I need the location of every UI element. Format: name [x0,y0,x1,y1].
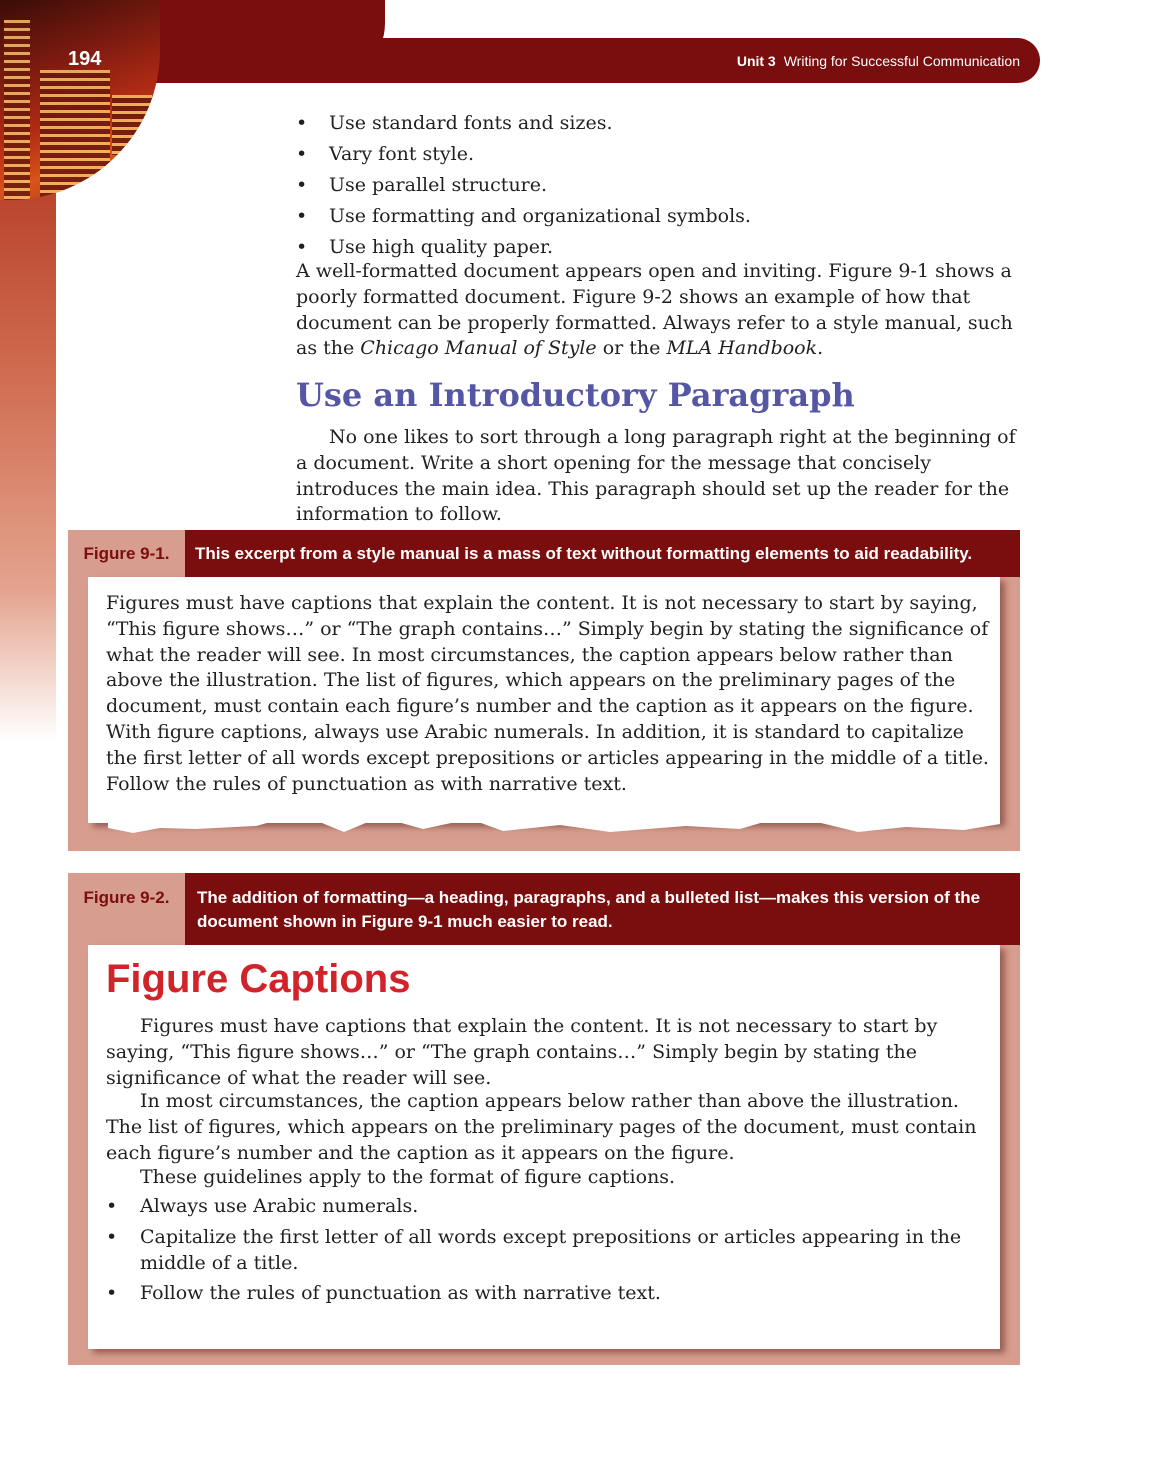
style-manual-title: Chicago Manual of Style [360,337,597,360]
paragraph-text: or the [596,337,667,360]
unit-title: Writing for Successful Communication [783,53,1020,69]
list-item: • Use standard fonts and sizes. [296,108,1016,139]
torn-edge [88,1303,1004,1365]
list-item: • Always use Arabic numerals. [106,1194,991,1220]
figure-body-text: Figures must have captions that explain the content. It is not necessary to start by saying, “This figure shows…” or “The graph contains…” Simply begin by stating the significance of what the reader will see. In most circumstances, the caption appears below rather than above the illustration. The list of figures, which appears on the preliminary pages of the document, must contain each figure’s number and the caption as it appears on the figure. With figure captions, always use Arabic numerals. In addition, it is standard to capitalize the first letter of all words except prepositions or articles appearing in the middle of a title. Follow the rules of punctuation as with narrative text. [106,592,989,795]
figure-paragraph: Figures must have captions that explain the content. It is not necessary to start by saying, “This figure shows…” or “The graph contains…” Simply begin by stating the significance of what the reader will see. [106,1015,938,1089]
figure-bullet-list [106,1194,991,1312]
list-item: • Vary font style. [296,139,1016,170]
figure-captions-heading: Figure Captions [106,957,411,1001]
paragraph-text: A well-formatted document appears open and inviting. Figure 9-1 shows a poorly formatted document. Figure 9-2 shows an example of how that document can be properly formatted. Always refer to a style manual, such as the [296,260,1013,360]
figure-caption: This excerpt from a style manual is a mass of text without formatting elements to aid readability. [185,530,1020,577]
figure-9-2 [68,873,1020,1365]
figure-label: Figure 9-1. [83,544,170,563]
figure-paragraph: These guidelines apply to the format of figure captions. [140,1166,676,1188]
list-item: • Follow the rules of punctuation as with narrative text. [106,1281,991,1307]
figure-paragraph: In most circumstances, the caption appears below rather than above the illustration. The list of figures, which appears on the preliminary pages of the document, must contain each figure’s number and the caption as it appears on the figure. [106,1090,977,1164]
figure-caption: The addition of formatting—a heading, paragraphs, and a bulleted list—makes this version of the document shown in Figure 9-1 much easier to read. [185,873,1020,945]
torn-edge [88,800,1004,850]
figure-label: Figure 9-2. [83,888,170,907]
unit-label: Unit 3 [736,53,776,69]
list-item: • Use parallel structure. [296,170,1016,201]
list-item: • Use high quality paper. [296,232,1016,263]
building-photo [0,0,160,200]
running-head [737,53,1020,69]
page-number: 194 [68,48,102,70]
figure-9-1 [68,530,1020,851]
list-item: • Capitalize the first letter of all words except prepositions or articles appearing in the middle of a title. [106,1225,991,1277]
body-paragraph [296,259,1026,362]
section-paragraph: No one likes to sort through a long paragraph right at the beginning of a document. Write a short opening for the message that concisely introduces the main idea. This paragraph should set up the reader for the information to follow. [296,426,1016,526]
list-item: • Use formatting and organizational symbols. [296,201,1016,232]
style-manual-title: MLA Handbook. [666,337,824,360]
section-heading: Use an Introductory Paragraph [296,376,855,414]
formatting-tips-list [296,108,1016,263]
